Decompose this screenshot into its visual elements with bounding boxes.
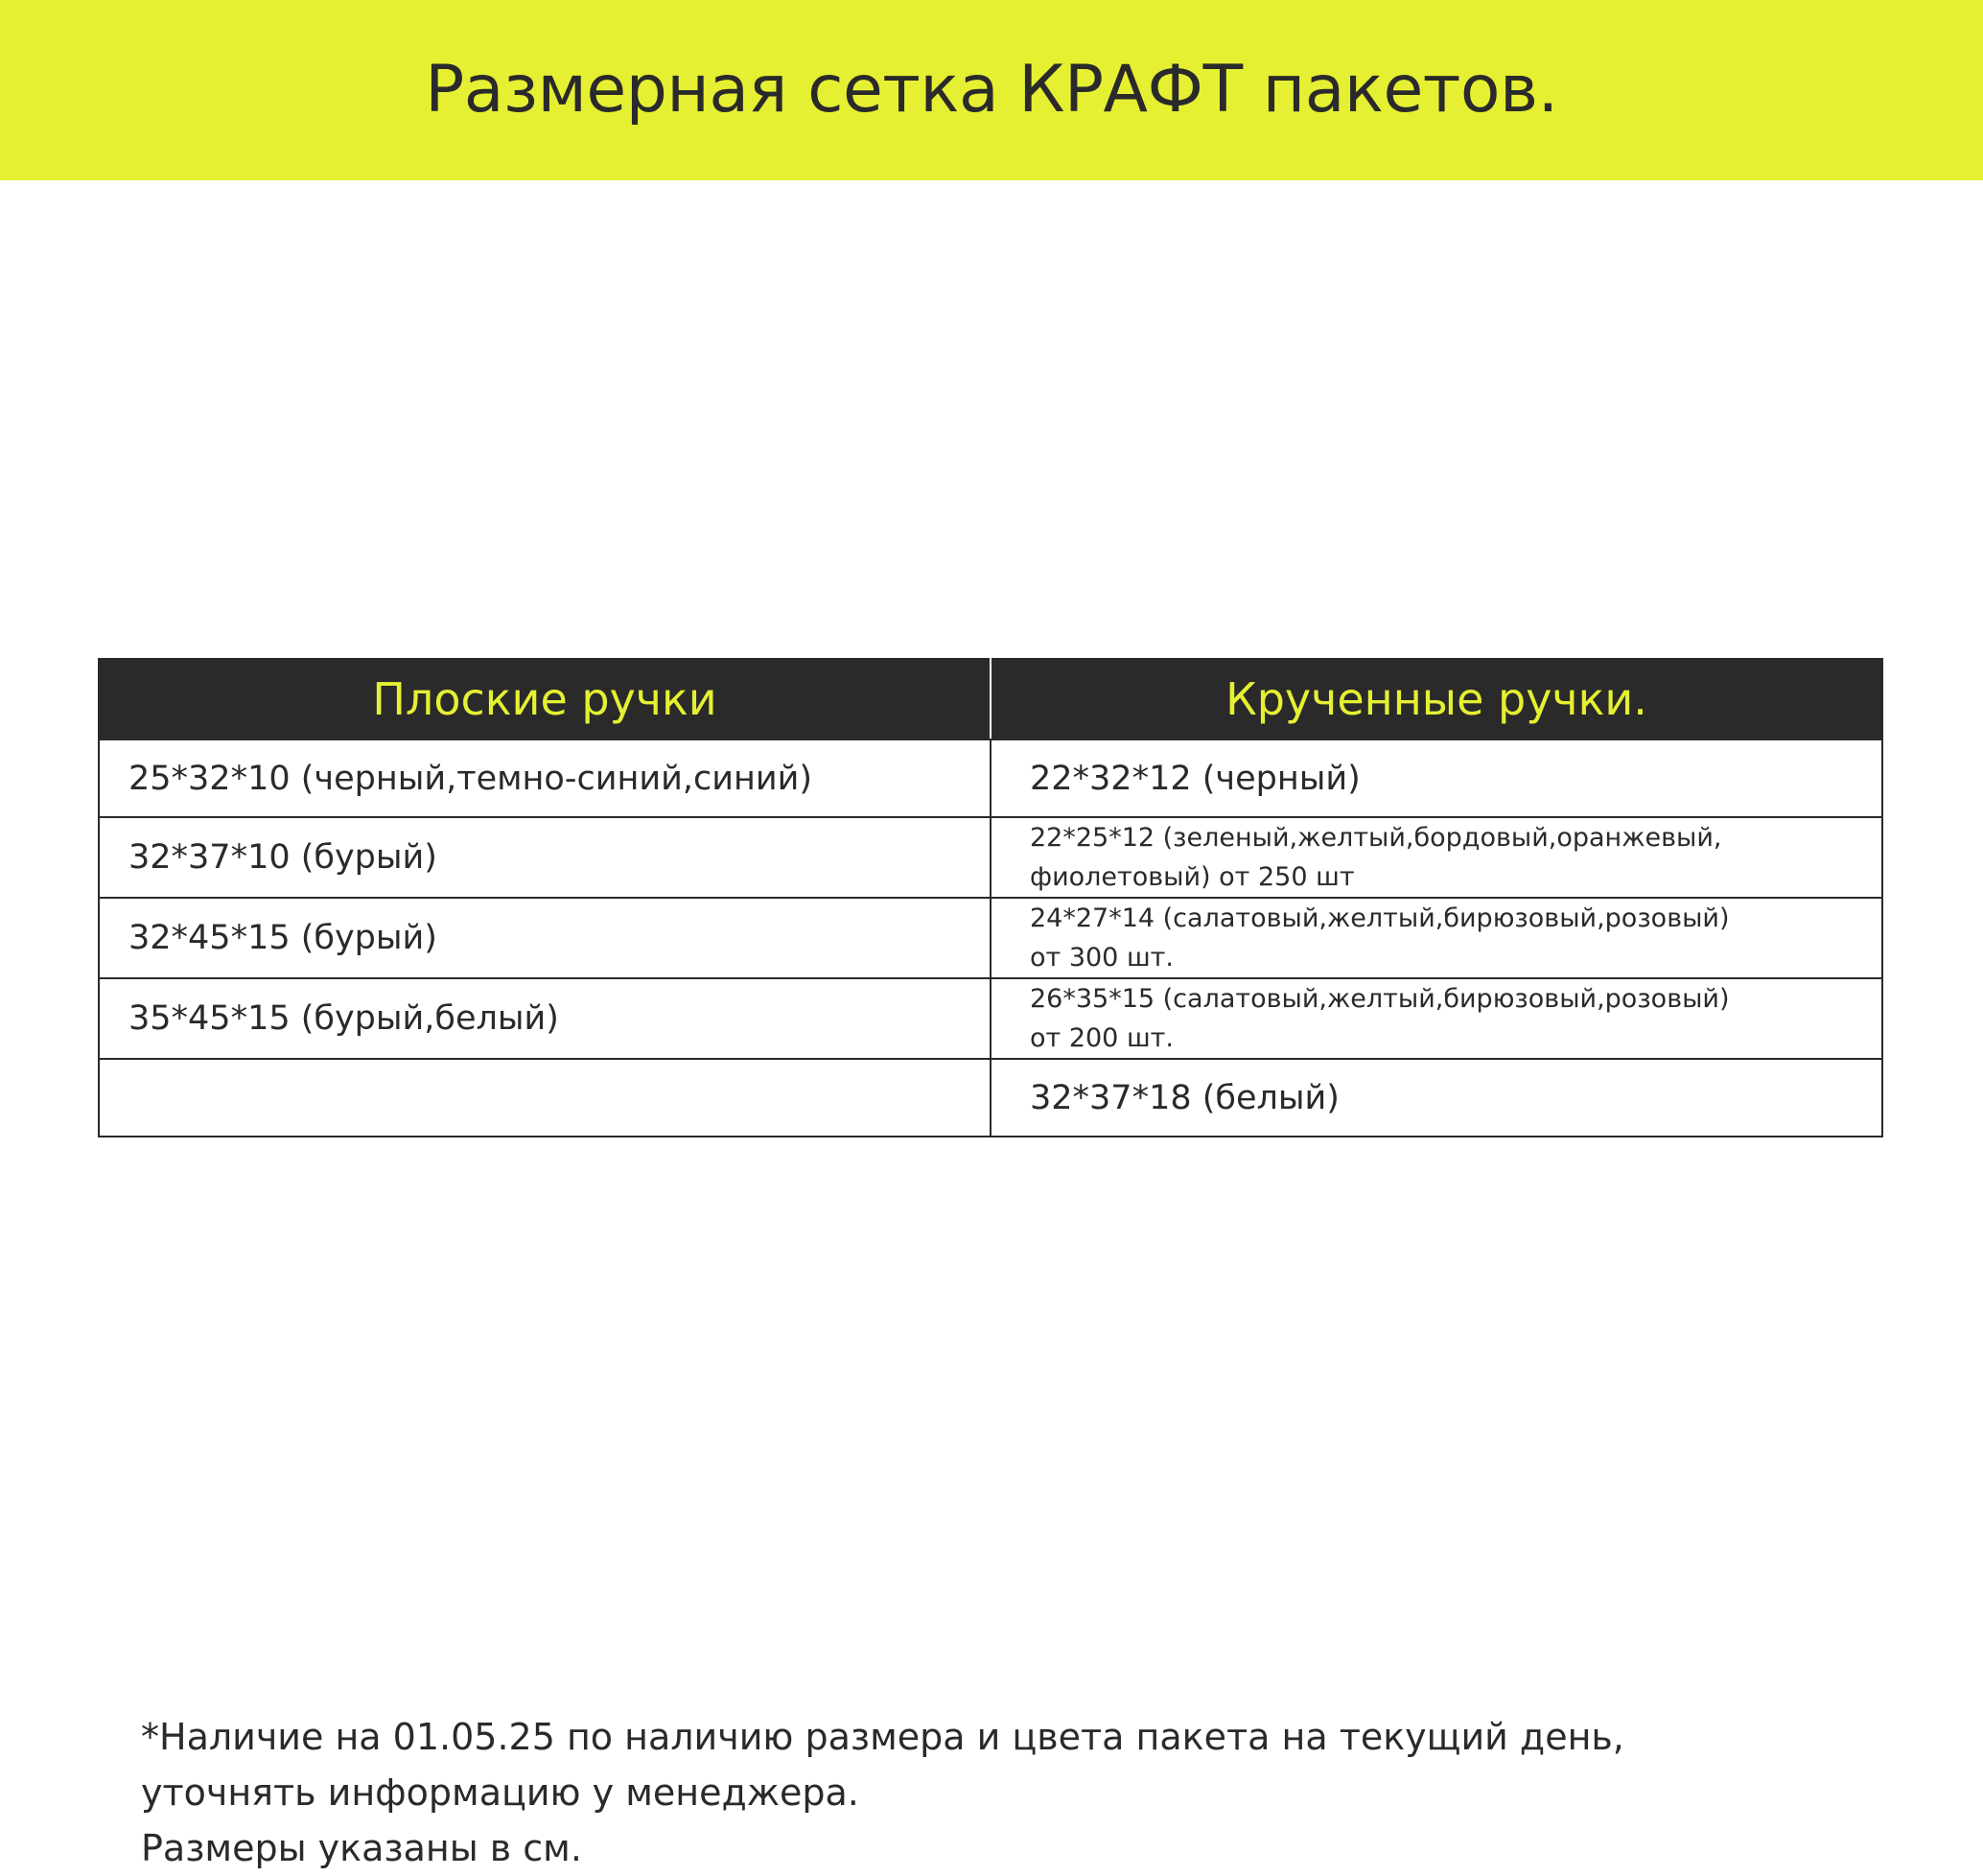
flat-size-cell: 32*45*15 (бурый) bbox=[99, 898, 991, 978]
table-header-row bbox=[99, 659, 1882, 739]
table-row bbox=[99, 978, 1882, 1059]
flat-size-cell: 35*45*15 (бурый,белый) bbox=[99, 978, 991, 1059]
table-row bbox=[99, 1059, 1882, 1137]
flat-size-cell bbox=[99, 1059, 991, 1137]
twisted-size-line: фиолетовый) от 250 шт bbox=[1030, 862, 1355, 892]
table-row bbox=[99, 817, 1882, 898]
twisted-size-line: 22*25*12 (зеленый,желтый,бордовый,оранжевый, bbox=[1030, 823, 1722, 853]
table-row bbox=[99, 898, 1882, 978]
footnote bbox=[141, 1709, 1867, 1876]
twisted-size-cell bbox=[991, 978, 1882, 1059]
twisted-size-line: от 300 шт. bbox=[1030, 943, 1174, 973]
twisted-size-line: 24*27*14 (салатовый,желтый,бирюзовый,розовый) bbox=[1030, 903, 1730, 933]
footnote-manager: уточнять информацию у менеджера. bbox=[141, 1771, 859, 1814]
twisted-size-cell bbox=[991, 739, 1882, 817]
twisted-size-line: 32*37*18 (белый) bbox=[1030, 1078, 1340, 1117]
column-header-twisted-handles: Крученные ручки. bbox=[991, 659, 1882, 739]
flat-size-cell: 25*32*10 (черный,темно-синий,синий) bbox=[99, 739, 991, 817]
column-header-flat-handles: Плоские ручки bbox=[99, 659, 991, 739]
page-title: Размерная сетка КРАФТ пакетов. bbox=[425, 52, 1558, 128]
twisted-size-cell bbox=[991, 817, 1882, 898]
size-table bbox=[98, 658, 1883, 1137]
twisted-size-line: от 200 шт. bbox=[1030, 1023, 1174, 1053]
twisted-size-line: 22*32*12 (черный) bbox=[1030, 759, 1361, 798]
twisted-size-line: 26*35*15 (салатовый,желтый,бирюзовый,розовый) bbox=[1030, 984, 1730, 1014]
flat-size-cell: 32*37*10 (бурый) bbox=[99, 817, 991, 898]
twisted-size-cell bbox=[991, 898, 1882, 978]
footnote-availability: *Наличие на 01.05.25 по наличию размера и цвета пакета на текущий день, bbox=[141, 1716, 1624, 1758]
twisted-size-cell bbox=[991, 1059, 1882, 1137]
footnote-units: Размеры указаны в см. bbox=[141, 1827, 582, 1869]
table-row bbox=[99, 739, 1882, 817]
